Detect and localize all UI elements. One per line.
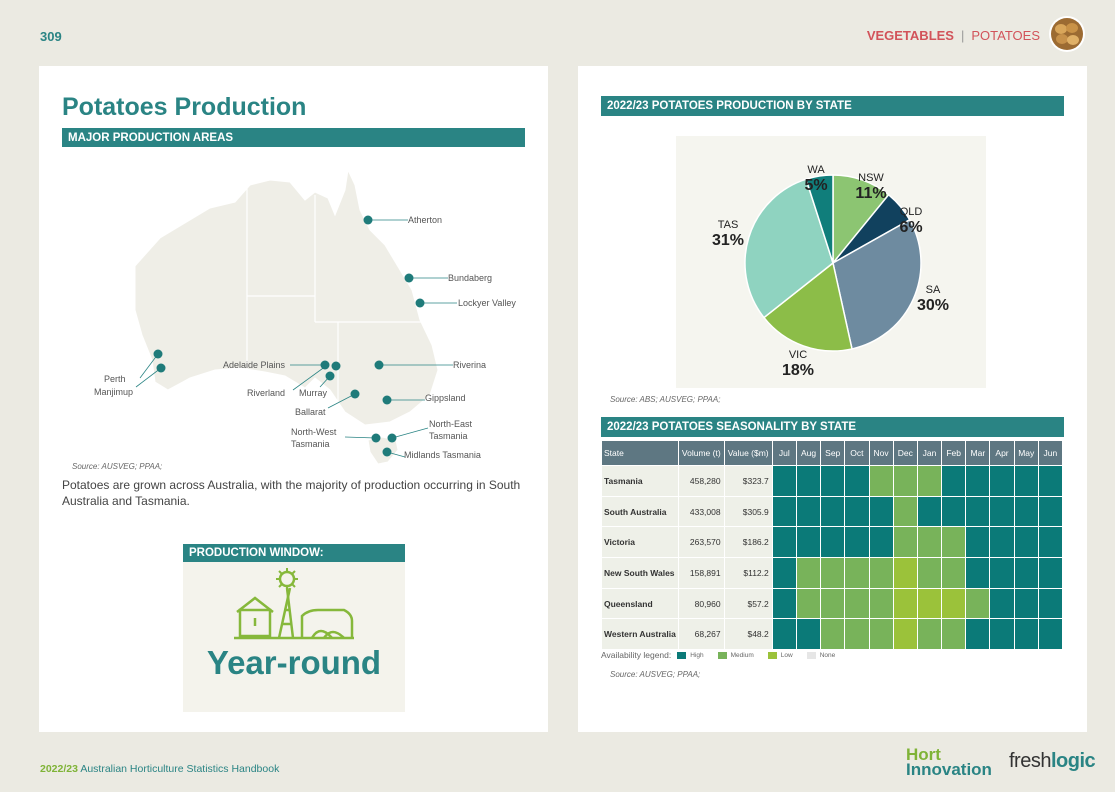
column-header-jan: Jan <box>917 441 941 466</box>
map-label-lockyer-valley: Lockyer Valley <box>458 298 516 308</box>
column-header-value-m: Value ($m) <box>724 441 772 466</box>
availability-cell <box>845 527 869 558</box>
logo-fresh-word: fresh <box>1009 750 1051 772</box>
cell-volume: 433,008 <box>679 496 725 527</box>
map-source: Source: AUSVEG; PPAA; <box>72 462 163 471</box>
availability-cell <box>772 619 796 650</box>
map-marker-riverland <box>332 362 341 371</box>
cell-volume: 158,891 <box>679 558 725 589</box>
production-window-heading: PRODUCTION WINDOW: <box>183 544 405 562</box>
pie-chart-heading: 2022/23 POTATOES PRODUCTION BY STATE <box>601 96 1064 116</box>
legend-text-low: Low <box>780 651 793 659</box>
map-label-midlands-tasmania: Midlands Tasmania <box>404 450 481 460</box>
breadcrumb <box>867 28 1040 43</box>
column-header-mar: Mar <box>966 441 990 466</box>
breadcrumb-category: VEGETABLES <box>866 28 954 43</box>
availability-cell <box>893 588 917 619</box>
map-label-riverina: Riverina <box>453 360 487 370</box>
availability-cell <box>796 466 820 497</box>
availability-cell <box>796 527 820 558</box>
availability-cell <box>893 466 917 497</box>
availability-cell <box>917 527 941 558</box>
cell-value: $48.2 <box>724 619 772 650</box>
pie-value-tas: 31% <box>711 232 745 249</box>
availability-cell <box>1014 558 1038 589</box>
availability-cell <box>821 619 845 650</box>
breadcrumb-subcategory: POTATOES <box>971 28 1040 43</box>
column-header-jul: Jul <box>772 441 796 466</box>
pie-label-wa: WA <box>807 164 825 176</box>
cell-state: Victoria <box>602 527 679 558</box>
availability-cell <box>893 496 917 527</box>
pie-value-nsw: 11% <box>855 185 887 202</box>
table-row <box>602 527 1063 558</box>
breadcrumb-separator: | <box>960 28 965 43</box>
table-row <box>602 588 1063 619</box>
map-marker-gippsland <box>383 396 392 405</box>
page-number: 309 <box>40 29 62 44</box>
cell-value: $186.2 <box>724 527 772 558</box>
map-label-adelaide-plains: Adelaide Plains <box>223 360 286 370</box>
cell-volume: 80,960 <box>679 588 725 619</box>
availability-cell <box>917 558 941 589</box>
column-header-apr: Apr <box>990 441 1014 466</box>
availability-cell <box>869 496 893 527</box>
availability-cell <box>990 558 1014 589</box>
availability-cell <box>990 527 1014 558</box>
availability-cell <box>869 558 893 589</box>
availability-cell <box>845 466 869 497</box>
map-label-murray: Murray <box>299 388 328 398</box>
map-label-north-east-tasmania: North-East Tasmania <box>429 419 473 441</box>
farm-windmill-icon <box>232 566 356 640</box>
table-row <box>602 466 1063 497</box>
cell-state: Western Australia <box>602 619 679 650</box>
availability-cell <box>942 466 966 497</box>
seasonality-heading: 2022/23 POTATOES SEASONALITY BY STATE <box>601 417 1064 437</box>
cell-volume: 68,267 <box>679 619 725 650</box>
availability-cell <box>1038 496 1062 527</box>
logo-innovation-word: Innovation <box>906 760 992 779</box>
column-header-jun: Jun <box>1038 441 1062 466</box>
availability-cell <box>821 496 845 527</box>
availability-cell <box>990 619 1014 650</box>
production-window-value: Year-round <box>206 644 382 681</box>
availability-cell <box>942 558 966 589</box>
map-marker-riverina <box>375 361 384 370</box>
availability-cell <box>893 558 917 589</box>
availability-cell <box>1014 527 1038 558</box>
availability-cell <box>845 496 869 527</box>
map-australia-mainland <box>135 170 438 425</box>
page-title: Potatoes Production <box>62 93 307 121</box>
availability-legend <box>601 650 845 660</box>
potato-icon <box>1049 16 1085 52</box>
availability-cell <box>821 588 845 619</box>
cell-value: $305.9 <box>724 496 772 527</box>
availability-cell <box>772 496 796 527</box>
availability-cell <box>796 558 820 589</box>
map-marker-bundaberg <box>405 274 414 283</box>
availability-cell <box>1038 527 1062 558</box>
availability-cell <box>990 466 1014 497</box>
pie-value-sa: 30% <box>916 297 950 314</box>
pie-source-text: Source: ABS; AUSVEG; PPAA; <box>610 395 721 404</box>
availability-cell <box>893 619 917 650</box>
availability-cell <box>966 619 990 650</box>
pie-label-qld: QLD <box>899 206 923 218</box>
map-marker-north-east-tasmania <box>388 434 397 443</box>
pie-label-sa: SA <box>925 284 941 296</box>
availability-cell <box>966 558 990 589</box>
hort-innovation-logo <box>906 747 992 777</box>
production-description: Potatoes are grown across Australia, with the majority of production occurring in South Australia and Tasmania. <box>62 478 521 508</box>
availability-cell <box>942 496 966 527</box>
legend-text-none: None <box>819 651 836 659</box>
availability-cell <box>772 588 796 619</box>
availability-cell <box>966 496 990 527</box>
availability-cell <box>1014 466 1038 497</box>
table-row <box>602 619 1063 650</box>
legend-swatch-none <box>807 652 816 659</box>
availability-cell <box>845 558 869 589</box>
pie-value-qld: 6% <box>899 219 923 236</box>
availability-cell <box>796 619 820 650</box>
map-label-riverland: Riverland <box>247 388 286 398</box>
map-marker-lockyer-valley <box>416 299 425 308</box>
map-marker-murray <box>326 372 335 381</box>
cell-state: New South Wales <box>602 558 679 589</box>
pie-value-vic: 18% <box>781 362 815 379</box>
seasonality-table <box>601 440 1063 650</box>
map-marker-ballarat <box>351 390 360 399</box>
map-marker-adelaide-plains <box>321 361 330 370</box>
column-header-nov: Nov <box>869 441 893 466</box>
legend-text-high: High <box>690 651 704 659</box>
availability-cell <box>1038 619 1062 650</box>
map-marker-manjimup <box>157 364 166 373</box>
availability-cell <box>1038 466 1062 497</box>
pie-label-tas: TAS <box>717 219 739 231</box>
logo-logic-word: logic <box>1050 750 1096 772</box>
map-label-gippsland: Gippsland <box>425 393 466 403</box>
cell-state: Queensland <box>602 588 679 619</box>
availability-cell <box>942 588 966 619</box>
production-pie-chart <box>676 136 986 388</box>
availability-cell <box>917 496 941 527</box>
availability-cell <box>966 466 990 497</box>
cell-state: Tasmania <box>602 466 679 497</box>
map-label-ballarat: Ballarat <box>295 407 326 417</box>
pie-label-nsw: NSW <box>858 172 884 184</box>
availability-cell <box>966 527 990 558</box>
availability-cell <box>821 527 845 558</box>
availability-cell <box>942 527 966 558</box>
availability-cell <box>796 496 820 527</box>
column-header-state: State <box>602 441 679 466</box>
availability-cell <box>772 466 796 497</box>
major-production-areas-heading: MAJOR PRODUCTION AREAS <box>62 128 525 147</box>
map-label-north-west-tasmania: North-West Tasmania <box>291 427 337 449</box>
cell-volume: 458,280 <box>679 466 725 497</box>
availability-cell <box>869 619 893 650</box>
column-header-oct: Oct <box>845 441 869 466</box>
map-marker-perth <box>154 350 163 359</box>
cell-state: South Australia <box>602 496 679 527</box>
map-marker-atherton <box>364 216 373 225</box>
column-header-feb: Feb <box>942 441 966 466</box>
legend-swatch-low <box>768 652 777 659</box>
cell-value: $112.2 <box>724 558 772 589</box>
availability-cell <box>821 558 845 589</box>
map-label-perth: Perth <box>104 374 126 384</box>
availability-cell <box>990 588 1014 619</box>
map-marker-midlands-tasmania <box>383 448 392 457</box>
availability-cell <box>772 558 796 589</box>
availability-cell <box>1014 619 1038 650</box>
footer-title: Australian Horticulture Statistics Handbook <box>80 763 280 775</box>
availability-cell <box>990 496 1014 527</box>
availability-cell <box>821 466 845 497</box>
table-row <box>602 496 1063 527</box>
column-header-volume-t: Volume (t) <box>679 441 725 466</box>
availability-cell <box>1038 558 1062 589</box>
logo-hort-word: Hort <box>906 745 941 764</box>
availability-cell <box>966 588 990 619</box>
availability-cell <box>869 527 893 558</box>
cell-value: $323.7 <box>724 466 772 497</box>
availability-cell <box>893 527 917 558</box>
legend-swatch-high <box>677 652 686 659</box>
map-label-manjimup: Manjimup <box>94 387 134 397</box>
availability-cell <box>869 466 893 497</box>
column-header-sep: Sep <box>821 441 845 466</box>
availability-cell <box>917 588 941 619</box>
column-header-dec: Dec <box>893 441 917 466</box>
pie-value-wa: 5% <box>804 177 828 194</box>
availability-cell <box>869 588 893 619</box>
footer <box>40 763 279 775</box>
map-label-bundaberg: Bundaberg <box>448 273 493 283</box>
seasonality-source: Source: AUSVEG; PPAA; <box>610 670 701 679</box>
availability-cell <box>845 619 869 650</box>
availability-cell <box>1038 588 1062 619</box>
cell-volume: 263,570 <box>679 527 725 558</box>
column-header-aug: Aug <box>796 441 820 466</box>
availability-cell <box>772 527 796 558</box>
pie-label-vic: VIC <box>788 349 808 361</box>
legend-swatch-medium <box>718 652 727 659</box>
seasonality-header-row <box>602 441 1063 466</box>
map-label-atherton: Atherton <box>408 215 443 225</box>
footer-year: 2022/23 <box>40 763 78 775</box>
freshlogic-logo <box>1009 750 1095 773</box>
legend-text-medium: Medium <box>730 651 754 659</box>
map-marker-north-west-tasmania <box>372 434 381 443</box>
availability-cell <box>1014 588 1038 619</box>
column-header-may: May <box>1014 441 1038 466</box>
availability-cell <box>917 619 941 650</box>
availability-cell <box>845 588 869 619</box>
australia-map <box>60 150 540 480</box>
availability-cell <box>917 466 941 497</box>
cell-value: $57.2 <box>724 588 772 619</box>
legend-label: Availability legend: <box>601 650 672 660</box>
table-row <box>602 558 1063 589</box>
availability-cell <box>796 588 820 619</box>
availability-cell <box>942 619 966 650</box>
availability-cell <box>1014 496 1038 527</box>
